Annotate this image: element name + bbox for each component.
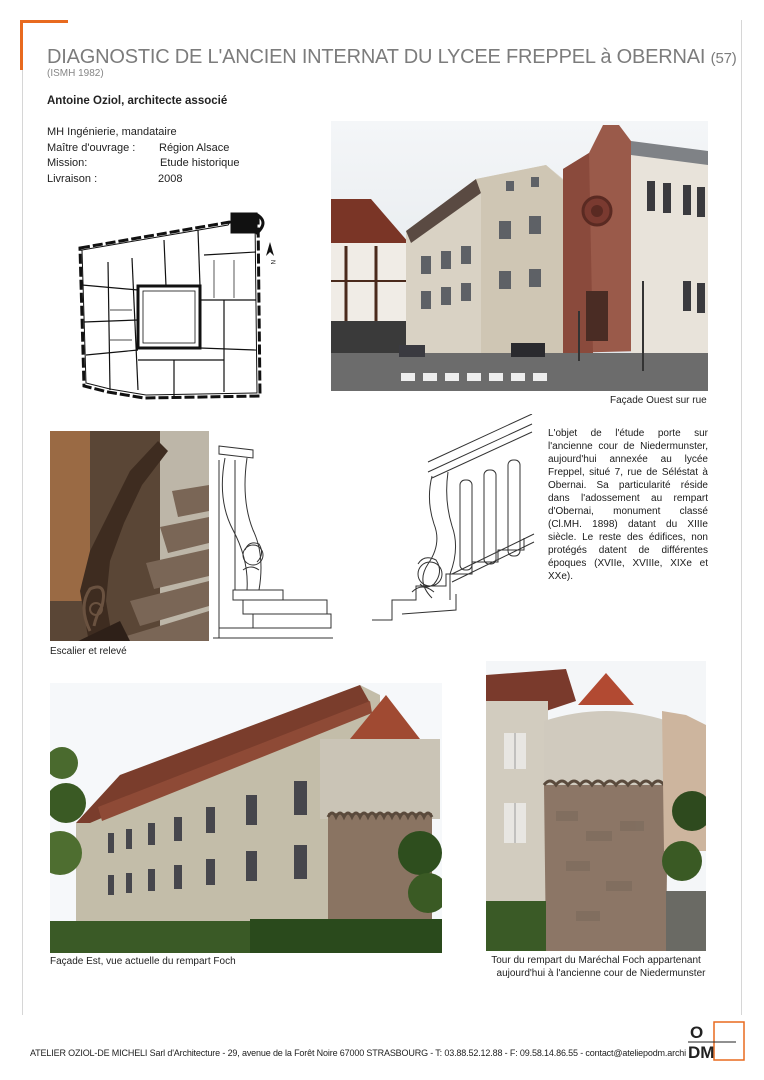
info-label: Mission: — [47, 157, 88, 169]
facade-ouest-caption: Façade Ouest sur rue — [610, 395, 707, 406]
info-value: 2008 — [158, 172, 183, 185]
facade-ouest-photo — [331, 121, 708, 391]
page-subtitle: (ISMH 1982) — [47, 68, 104, 79]
escalier-elevation-drawing-2 — [372, 414, 538, 624]
floor-plan-drawing — [74, 200, 284, 402]
north-arrow-icon — [266, 242, 275, 264]
client-line: MH Ingénierie, mandataire — [47, 126, 177, 138]
facade-est-photo — [50, 683, 442, 953]
project-info — [47, 125, 240, 187]
tour-photo — [486, 661, 706, 951]
escalier-elevation-2 — [372, 414, 538, 624]
title-department: (57) — [710, 50, 737, 67]
description-text: L'objet de l'étude porte sur l'ancienne cour de Niedermunster, aujourd'hui annexée au lycée Freppel, situé 7, rue de Séléstat à Obernai. Sa particularité réside dans l'adossement au rempart d'Obernai, monument classé (Cl.MH. 1898) datant du XIIIe siècle. Le reste des édifices, non protégés datent de différentes époques (XVIIe, XVIIIe, XIXe et XXe). — [548, 428, 708, 582]
tour-caption-line1: Tour du rempart du Maréchal Foch appartenant — [491, 955, 701, 966]
info-row-delivery — [47, 172, 240, 188]
facade-ouest-image — [331, 121, 708, 391]
tour-caption-line2: aujourd'hui à l'ancienne cour de Niedermunster — [496, 968, 706, 979]
info-value: Etude historique — [160, 157, 240, 169]
escalier-elevation-drawing-1 — [213, 440, 333, 642]
escalier-elevation-1 — [213, 440, 333, 642]
info-row-owner — [47, 141, 240, 157]
title-text: DIAGNOSTIC DE L'ANCIEN INTERNAT DU LYCEE FREPPEL à OBERNAI — [47, 46, 706, 68]
escalier-caption: Escalier et relevé — [50, 646, 127, 657]
info-value: Région Alsace — [159, 141, 230, 154]
tour-image — [486, 661, 706, 951]
odm-logo — [686, 1020, 746, 1062]
logo-letters-dm: DM — [688, 1043, 715, 1062]
footer-details: - 29, avenue de la Forêt Noire 67000 STRASBOURG - T: 03.88.52.12.88 - F: 09.58.14.86.55 - contact@ateliерodm.archi — [220, 1048, 687, 1058]
info-label: Livraison : — [47, 172, 98, 185]
info-label: Maître d'ouvrage : — [47, 141, 136, 154]
facade-est-image — [50, 683, 442, 953]
facade-est-caption: Façade Est, vue actuelle du rempart Foch — [50, 956, 236, 967]
north-label: N — [269, 260, 275, 265]
escalier-image — [50, 431, 209, 641]
logo-letter-o: O — [690, 1023, 704, 1042]
info-row-mission — [47, 156, 240, 172]
odm-logo-mark — [686, 1020, 746, 1062]
footer-company: ATELIER OZIOL-DE MICHELI Sarl d'Architecture — [30, 1048, 221, 1058]
page-title — [47, 45, 737, 71]
footer-address — [30, 1048, 686, 1058]
escalier-photo — [50, 431, 209, 641]
floor-plan-figure — [74, 200, 284, 402]
architect-line: Antoine Oziol, architecte associé — [47, 95, 228, 107]
